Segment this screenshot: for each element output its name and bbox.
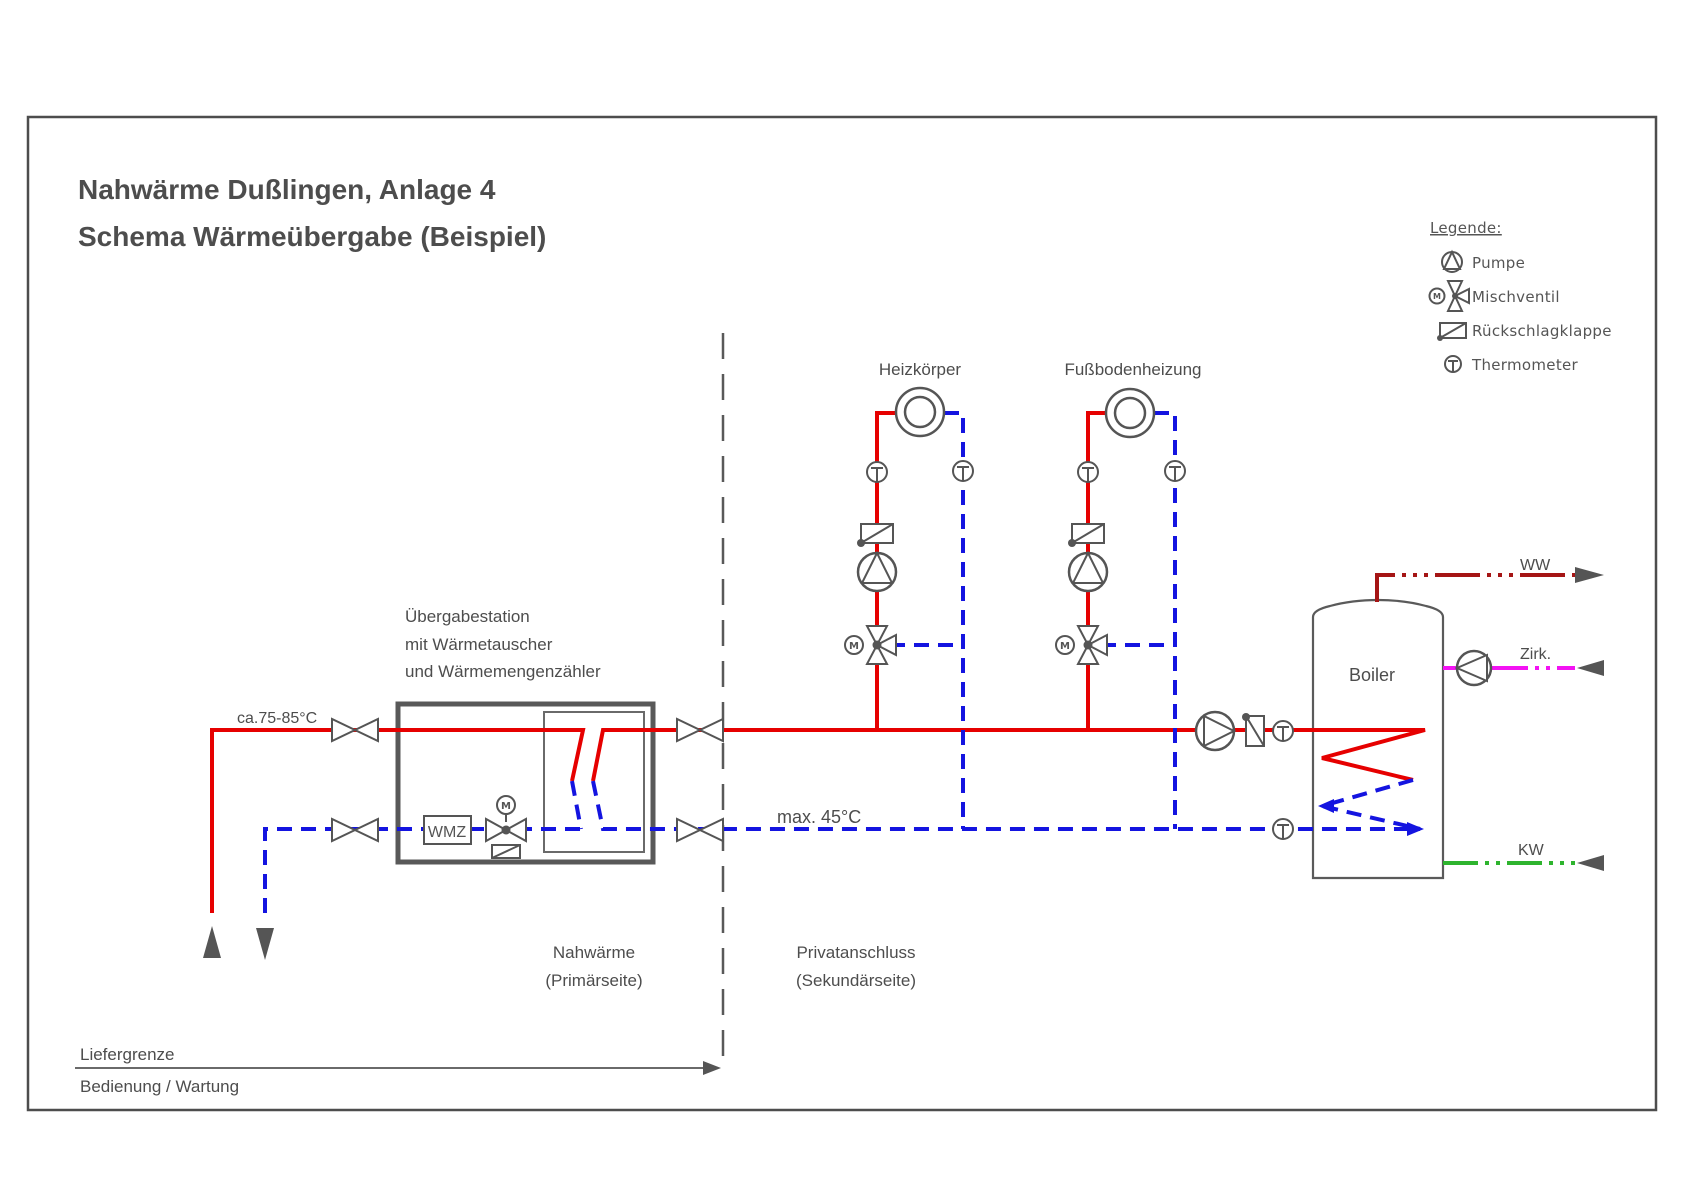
- secondary-zone-label-line1: Privatanschluss: [796, 943, 916, 962]
- circulation-arrow: [1577, 660, 1604, 676]
- floor-heating-circuit-label: Fußbodenheizung: [1064, 360, 1202, 379]
- network-return-arrow: [256, 928, 274, 960]
- boiler-loop-pump-icon: [1196, 712, 1234, 750]
- radiator-circuit: [845, 360, 973, 664]
- floor-heating-circuit: [1056, 360, 1202, 664]
- radiator-icon: [896, 388, 944, 436]
- radiator-circuit-label: Heizkörper: [878, 360, 962, 379]
- radiator-check-valve-icon: [857, 524, 893, 547]
- delivery-limit: [75, 1045, 721, 1096]
- mixing-valve-icon: [1430, 281, 1470, 311]
- boiler: [1313, 600, 1443, 878]
- page-title-line2: Schema Wärmeübergabe (Beispiel): [78, 221, 547, 252]
- supply-pipes: [212, 413, 1425, 913]
- radiator-valve-motor-label: M: [849, 641, 859, 652]
- legend-label-mixing-valve: Mischventil: [1472, 288, 1560, 306]
- cold-water-label: KW: [1518, 842, 1544, 859]
- legend-motor-label: M: [1433, 292, 1441, 301]
- secondary-supply-valve-icon: [677, 719, 723, 741]
- floor-heating-mixing-valve-icon: [1056, 626, 1107, 664]
- check-valve-icon: [1437, 323, 1466, 341]
- hot-water-arrow: [1575, 567, 1604, 583]
- floor-heating-supply-thermometer-icon: [1078, 462, 1098, 482]
- supply-temp-label: ca.75-85°C: [237, 710, 318, 727]
- legend: [1430, 219, 1612, 374]
- floor-heating-check-valve-icon: [1068, 524, 1104, 547]
- legend-heading: Legende:: [1430, 219, 1502, 237]
- boiler-loop-check-valve-icon: [1242, 713, 1264, 746]
- legend-label-thermometer: Thermometer: [1472, 356, 1579, 374]
- radiator-mixing-valve-icon: [845, 626, 896, 664]
- page-title-line1: Nahwärme Dußlingen, Anlage 4: [78, 174, 496, 205]
- circulation-pump-icon: [1457, 651, 1491, 685]
- heat-exchanger-primary-return: [572, 781, 581, 829]
- boiler-label: Boiler: [1348, 665, 1396, 685]
- heat-meter-label: WMZ: [427, 824, 467, 841]
- pump-icon: [1442, 252, 1462, 272]
- floor-heating-pump-icon: [1069, 553, 1107, 591]
- delivery-limit-arrow: [703, 1061, 721, 1075]
- secondary-return-valve-icon: [677, 819, 723, 841]
- floor-heating-valve-motor-label: M: [1060, 641, 1070, 652]
- station-control-valve: [486, 796, 526, 858]
- station-valve-flag-icon: [492, 845, 520, 858]
- shutoff-valves: [332, 719, 723, 841]
- primary-return-valve-icon: [332, 819, 378, 841]
- hot-water-pipe: [1377, 575, 1575, 602]
- primary-zone-label-line1: Nahwärme: [552, 943, 636, 962]
- circulation-label: Zirk.: [1520, 646, 1552, 663]
- legend-label-check-valve: Rückschlagklappe: [1472, 322, 1612, 340]
- heat-meter: [424, 816, 471, 844]
- station-title-line3: und Wärmemengenzähler: [405, 662, 601, 681]
- station-valve-motor-label: M: [501, 801, 511, 812]
- network-supply-arrow: [203, 926, 221, 958]
- hot-water-label: WW: [1520, 557, 1551, 574]
- secondary-zone-label-line2: (Sekundärseite): [795, 971, 917, 990]
- radiator-return-thermometer-icon: [953, 461, 973, 481]
- station-title-line2: mit Wärmetauscher: [405, 635, 553, 654]
- service-label: Bedienung / Wartung: [80, 1077, 240, 1096]
- station-title-line1: Übergabestation: [405, 607, 530, 626]
- boiler-tank: [1313, 600, 1443, 878]
- boiler-return-thermometer-icon: [1273, 819, 1293, 839]
- boiler-supply-thermometer-icon: [1273, 721, 1293, 741]
- floor-heating-return-thermometer-icon: [1165, 461, 1185, 481]
- primary-supply-valve-icon: [332, 719, 378, 741]
- primary-zone-label-line2: (Primärseite): [545, 971, 643, 990]
- radiator-supply-thermometer-icon: [867, 462, 887, 482]
- return-temp-label: max. 45°C: [777, 807, 862, 827]
- floor-heating-icon: [1106, 389, 1154, 437]
- legend-label-pump: Pumpe: [1472, 254, 1526, 272]
- radiator-pump-icon: [858, 553, 896, 591]
- cold-water-arrow: [1577, 855, 1604, 871]
- thermometer-icon: [1445, 356, 1461, 372]
- delivery-limit-label: Liefergrenze: [80, 1045, 175, 1064]
